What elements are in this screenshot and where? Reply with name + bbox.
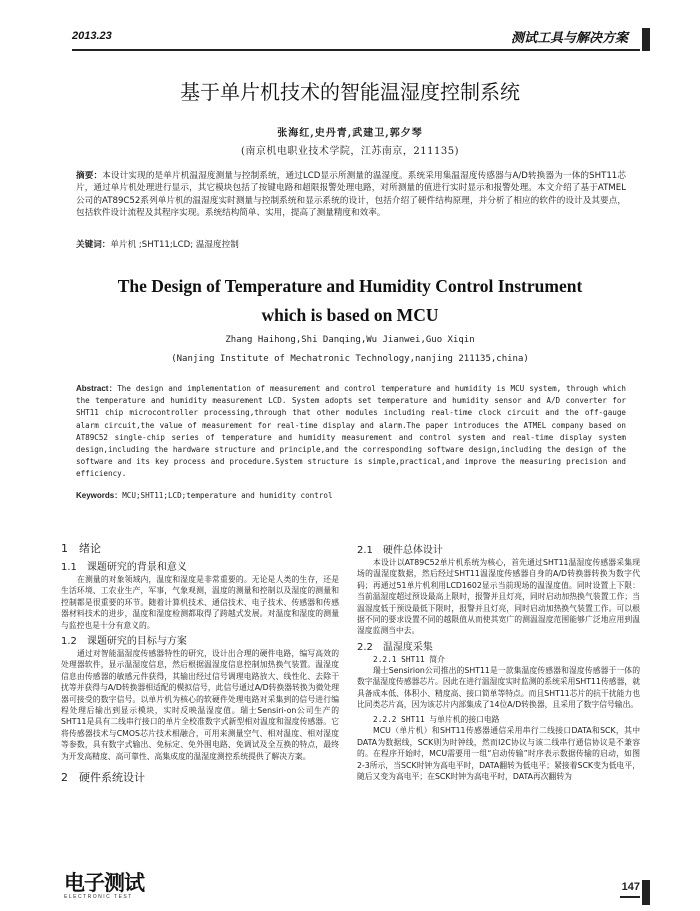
issue-label: 2013.23 — [72, 30, 112, 42]
affiliation-en: (Nanjing Institute of Mechatronic Technology,nanjing 211135,china) — [171, 354, 529, 364]
subsection-heading-overall: 2.1 硬件总体设计 — [357, 545, 443, 556]
footer-bar — [642, 880, 650, 905]
journal-logo-text: 电子测试 — [64, 872, 144, 895]
subsubsection-heading-sht11: 2.2.1 SHT11 简介 — [373, 654, 445, 664]
abstract-en-label: Abstract： — [76, 384, 118, 393]
abstract-en-text: The design and implementation of measurement and control temperature and humidity is MCU system, through which the temperature and humidity measurement LCD. System adopts set temperature and humidity sensor and A/D converter for SHT11 chip microcontroller processing,through that other modules including real-time clock circuit and the off-gauge alarm circuit,the value of measurement for real-time display and alarm.The paper introduces the ATMEL company based on AT89C52 single-chip series of temperature and humidity measurement and control system and real-time display system design,including the hardware structure and principle,and the corresponding software design,including the design of the software and its key process and procedure.System structure is simple,practical,and improve the measuring precision and efficiency. — [76, 384, 626, 479]
subsection-heading-goal: 1.2 课题研究的目标与方案 — [61, 636, 187, 648]
keywords-en — [76, 490, 333, 501]
keywords-cn-text: 单片机 ;SHT11;LCD; 温湿度控制 — [110, 240, 239, 250]
subsection-heading-background: 1.1 课题研究的背景和意义 — [61, 562, 187, 573]
journal-logo-subtext: ELECTRONIC TEST — [64, 894, 133, 900]
paper-title-en-line1: The Design of Temperature and Humidity Control Instrument — [117, 276, 583, 296]
right-column — [357, 540, 640, 783]
affiliation-cn: (南京机电职业技术学院，江苏南京，211135) — [241, 146, 459, 157]
paper-title-cn: 基于单片机技术的智能温湿度控制系统 — [180, 80, 520, 104]
paragraph-sht11: 瑞士Sensirion公司推出的SHT11是一款集温度传感器和湿度传感器于一体的数字温湿度传感器芯片。因此在进行温湿度实时监测的系统采用SHT11传感器，就具备成本低、体积小、精度高、接口简单等特点。而且SHT11芯片的抗干扰能力也比同类芯片高，因为该芯片内部集成了14位A/D转换器，且采用了数字信号输出。 — [357, 665, 640, 710]
section-heading-hardware: 2 硬件系统设计 — [61, 771, 145, 785]
abstract-cn-text: 本设计实现的是单片机温湿度测量与控制系统，通过LCD显示所测量的温湿度。系统采用集温湿度传感器与A/D转换器为一体的SHT11芯片，通过单片机处理进行显示，其它模块包括了按键电路和超限报警处理电路，对所测量的值进行实时显示和报警处理。本文介绍了基于ATMEL公司的AT89C52系列单片机的温湿度实时测量与控制系统和显示系统的设计，包括介绍了硬件结构原理，并分析了相应的软件的设计及其要点，包括软件设计流程及其程序实现。系统结构简单、实用，提高了测量精度和效率。 — [76, 171, 626, 218]
keywords-en-label: Keywords： — [76, 491, 123, 500]
footer-rule — [620, 896, 640, 898]
header-bar — [642, 28, 650, 51]
paragraph-goal: 通过对智能温湿度传感器特性的研究，设计出合理的硬件电路，编写高效的处理器软件，显示温湿度信息，然后根据温湿度信息控制加热换气装置。温湿度信息由传感器的敏感元件获得，其输出经过信号调理电路放大、线性化、去除干扰等并获得与A/D转换器相适配的模拟信号，此信号通过A/D转换器转换为微处理器可接受的数字信号。以单片机为核心的软硬件处理电路对采集到的信号进行编程处理后输出到显示模块，实时反映温湿度值。瑞士Sensiri-on公司生产的SHT11是具有二线串行接口的单片全校准数字式新型相对温度和湿度传感器。它将传感器技术与CMOS芯片技术相融合，可用来测量空气、相对温度、相对湿度等参数，具有数字式输出、免标定、免外围电路、免调试及全互换的特点，最终为开发高精度、高可靠性、高集成度的温湿度测控系统提供了解决方案。 — [61, 649, 339, 761]
page-number: 147 — [621, 881, 640, 893]
subsubsection-heading-comm: 2.2.2 SHT11 与单片机的接口电路 — [373, 715, 500, 725]
paragraph-comm: MCU（单片机）和SHT11传感器通信采用串行二线接口DATA和SCK，其中DATA为数据线，SCK则为时钟线，然而I2C协议与该二线串行通信协议是不兼容的。在程序开始时，MCU需要用一组“启动传输”时序表示数据传输的启动，如图2-3所示，当SCK时钟为高电平时，DATA翻转为低电平；紧接着SCK变为低电平，随后又变为高电平；在SCK时钟为高电平时，DATA再次翻转为 — [357, 726, 640, 782]
authors-en: Zhang Haihong,Shi Danqing,Wu Jianwei,Guo Xiqin — [225, 335, 475, 345]
abstract-en — [76, 383, 626, 481]
paragraph-overall: 本设计以AT89C52单片机系统为核心，首先通过SHT11温湿度传感器采集现场的温湿度数据，然后经过SHT11温湿度传感器自身的A/D转换器转换为数字代码；再通过51单片机利用LCD1602显示当前现场的温湿度值。同时设置上下限：当前温湿度超过预设最高上限时，报警并且灯亮，同时启动加热换气装置工作；当温湿度低于预设最低下限时，报警并且灯亮，同时启动加热换气装置工作。可以根据不同的要求设置不同的越限值从而使其宽广的测温湿度范围能够广泛地应用到温湿度监测当中去。 — [357, 558, 640, 636]
left-column — [61, 540, 339, 787]
keywords-cn — [76, 238, 239, 250]
subsection-heading-collect: 2.2 温湿度采集 — [357, 641, 433, 653]
abstract-cn — [76, 170, 626, 219]
abstract-cn-label: 摘要： — [76, 171, 103, 181]
authors-cn: 张海红,史丹青,武建卫,郭夕琴 — [277, 128, 423, 139]
keywords-en-text: MCU;SHT11;LCD;temperature and humidity control — [122, 491, 333, 500]
header-rule — [72, 49, 640, 51]
section-title: 测试工具与解决方案 — [510, 30, 628, 45]
paper-title-en-line2: which is based on MCU — [261, 305, 439, 325]
section-heading-intro: 1 绪论 — [61, 542, 101, 555]
paper-title-en — [60, 272, 640, 330]
journal-logo — [64, 874, 144, 902]
paragraph-background: 在测量的对象领域内，温度和湿度是非常重要的。无论是人类的生存，还是生活环境、工农业生产，军事，气象观测，温度的测量和控制以及湿度的测量和控制都是很重要的环节。随着计算机技术、通信技术、电子技术、传感器和传感器材料技术的进步，温度和湿度检测都取得了跨越式发展。对温度和湿度的测量与监控也是十分有意义的。 — [61, 575, 339, 630]
keywords-cn-label: 关键词： — [76, 240, 111, 250]
